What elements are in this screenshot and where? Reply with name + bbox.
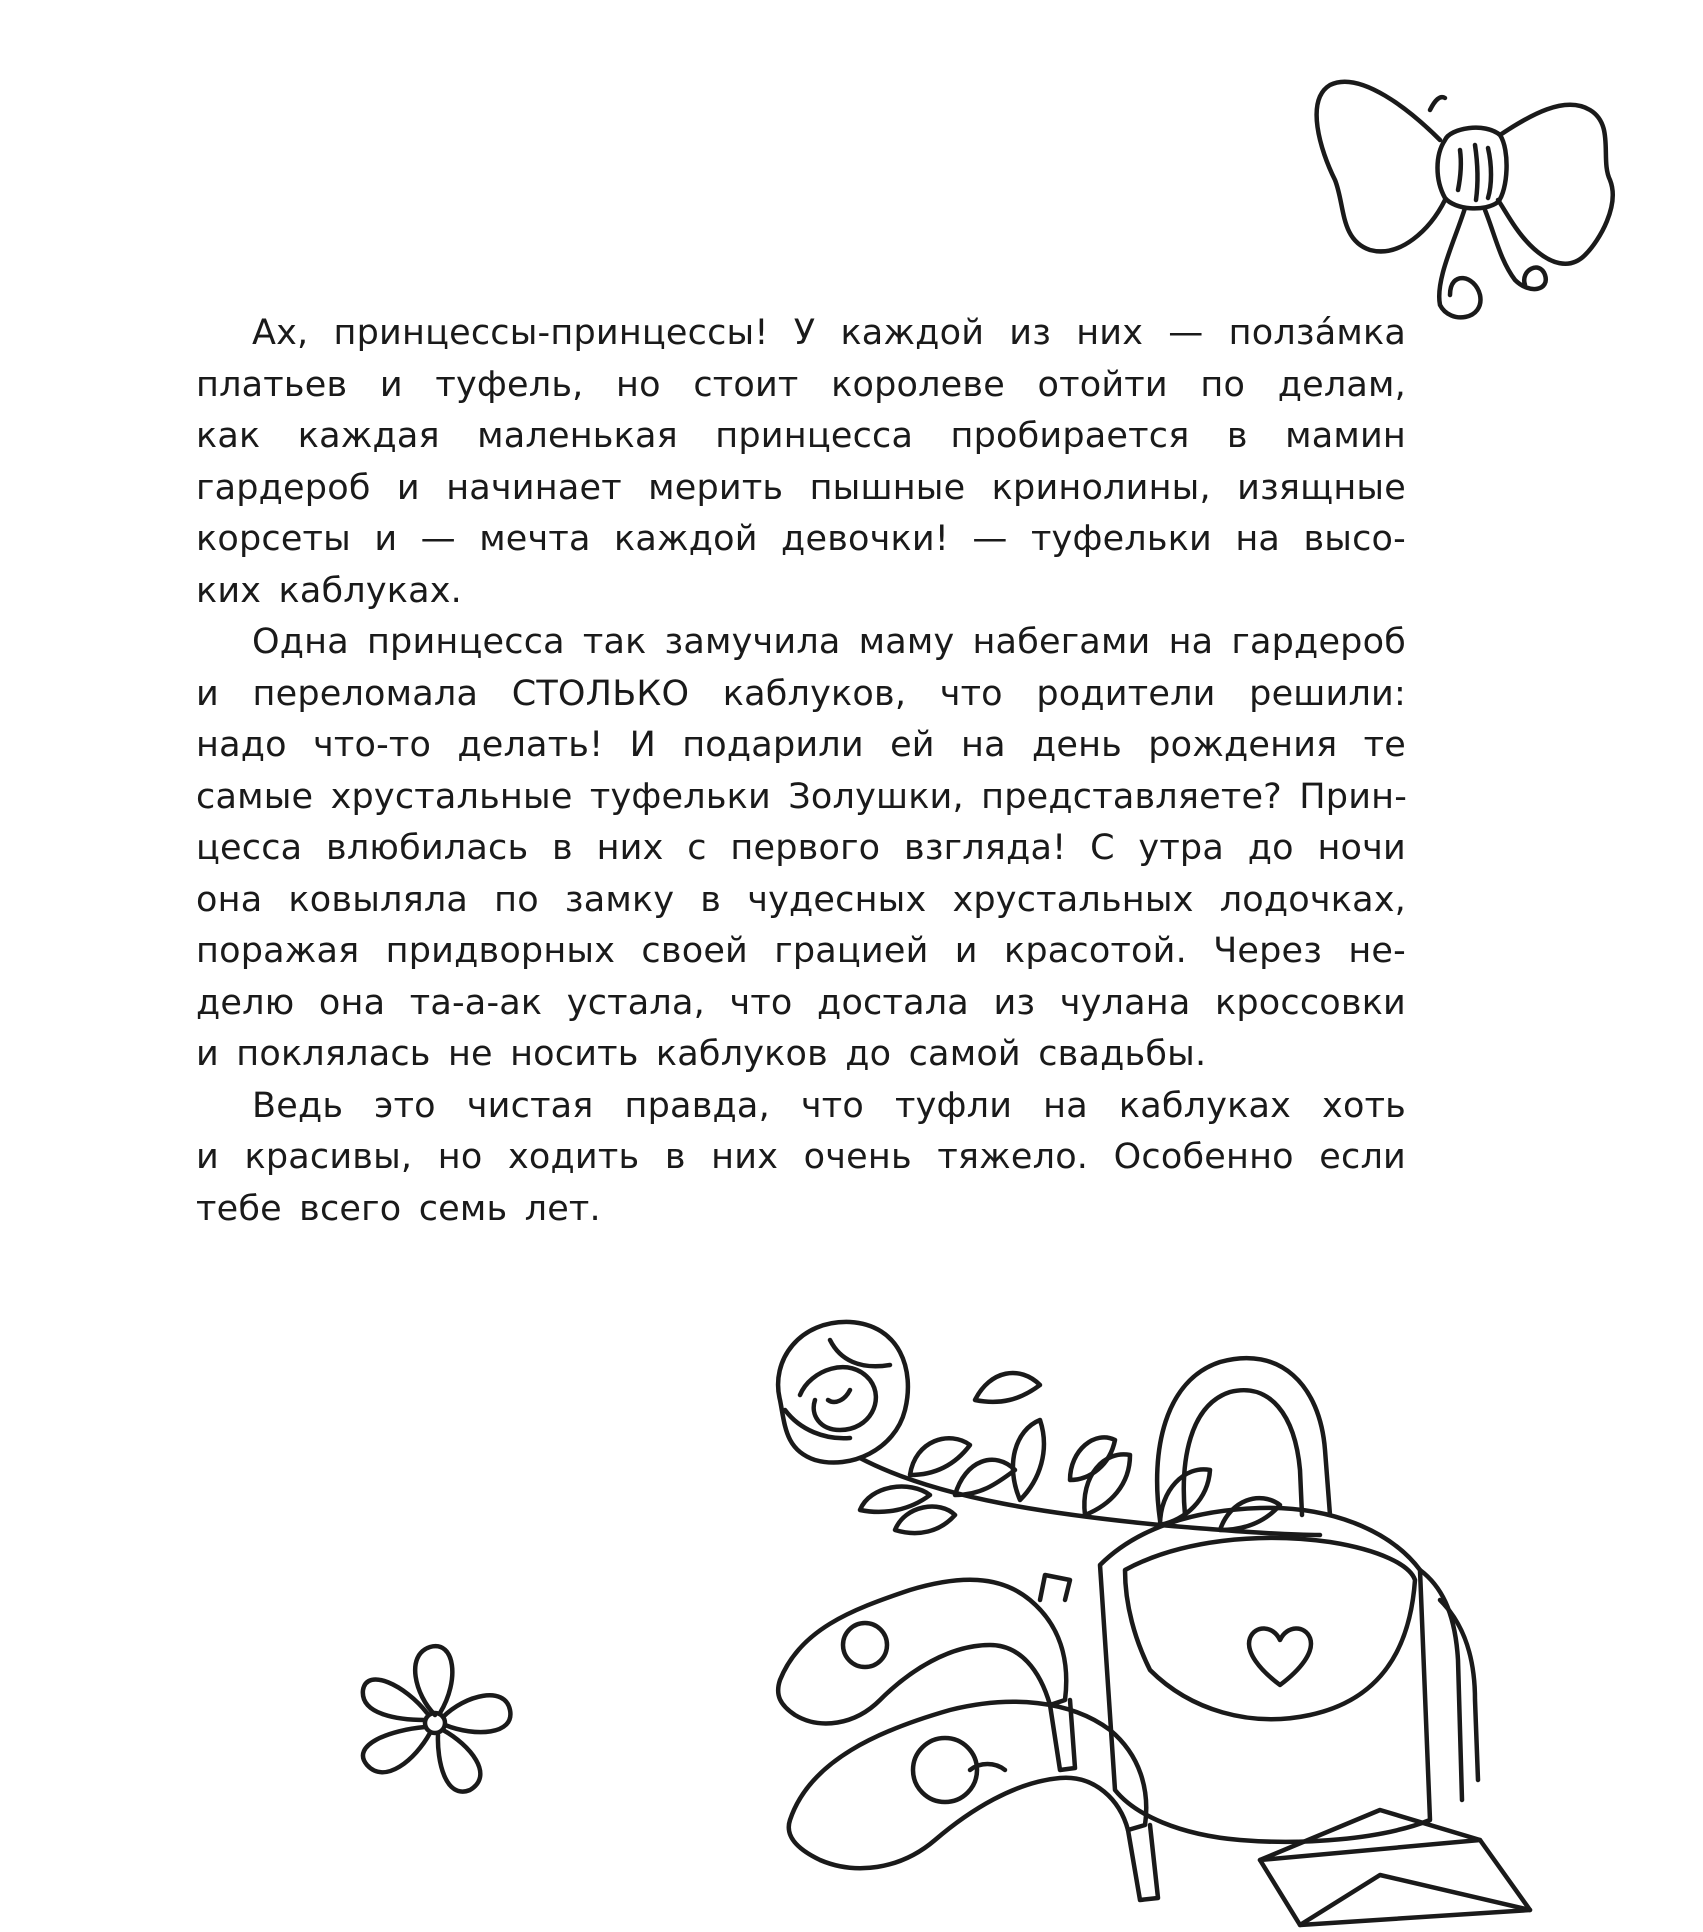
text-line: тебе всего семь лет. bbox=[196, 1188, 601, 1229]
shoe-icon bbox=[789, 1702, 1146, 1868]
text-line: делю она та-а-ак устала, что достала из чулана кроссовки bbox=[196, 982, 1406, 1023]
heart-icon bbox=[1249, 1628, 1311, 1685]
text-line: Ведь это чистая правда, что туфли на каблуках хоть bbox=[252, 1085, 1406, 1126]
story-text bbox=[196, 308, 1406, 1235]
text-line: и красивы, но ходить в них очень тяжело. Особенно если bbox=[196, 1137, 1406, 1177]
text-line: гардероб и начинает мерить пышные кринолины, изящные bbox=[196, 467, 1406, 508]
text-line: ких каблуках. bbox=[196, 570, 463, 611]
flower-icon bbox=[345, 1635, 525, 1805]
paragraph-1 bbox=[196, 308, 1406, 617]
text-line: платьев и туфель, но стоит королеве отойти по делам, bbox=[196, 364, 1406, 405]
text-line: и поклялась не носить каблуков до самой свадьбы. bbox=[196, 1034, 1207, 1074]
text-line: корсеты и — мечта каждой девочки! — туфельки на высо- bbox=[196, 519, 1406, 559]
text-line: как каждая маленькая принцесса пробирается в мамин bbox=[196, 416, 1406, 456]
text-line: цесса влюбилась в них с первого взгляда! С утра до ночи bbox=[196, 828, 1406, 868]
paragraph-3 bbox=[196, 1081, 1406, 1236]
paragraph-2 bbox=[196, 617, 1406, 1081]
text-line: надо что-то делать! И подарили ей на день рождения те bbox=[196, 725, 1406, 765]
text-line: самые хрустальные туфельки Золушки, представляете? Прин- bbox=[196, 776, 1408, 817]
text-line: она ковыляла по замку в чудесных хрустальных лодочках, bbox=[196, 879, 1406, 920]
text-line: поражая придворных своей грацией и красотой. Через не- bbox=[196, 931, 1406, 971]
rose-shoes-handbag-illustration bbox=[740, 1300, 1660, 1920]
bow-icon bbox=[1300, 40, 1640, 340]
rose-icon bbox=[778, 1322, 908, 1463]
text-line: и переломала СТОЛЬКО каблуков, что родители решили: bbox=[196, 673, 1406, 714]
text-line: Ах, принцессы-принцессы! У каждой из них — полза́мка bbox=[252, 313, 1406, 353]
envelope-icon bbox=[1260, 1840, 1530, 1925]
text-line: Одна принцесса так замучила маму набегами на гардероб bbox=[252, 622, 1406, 662]
